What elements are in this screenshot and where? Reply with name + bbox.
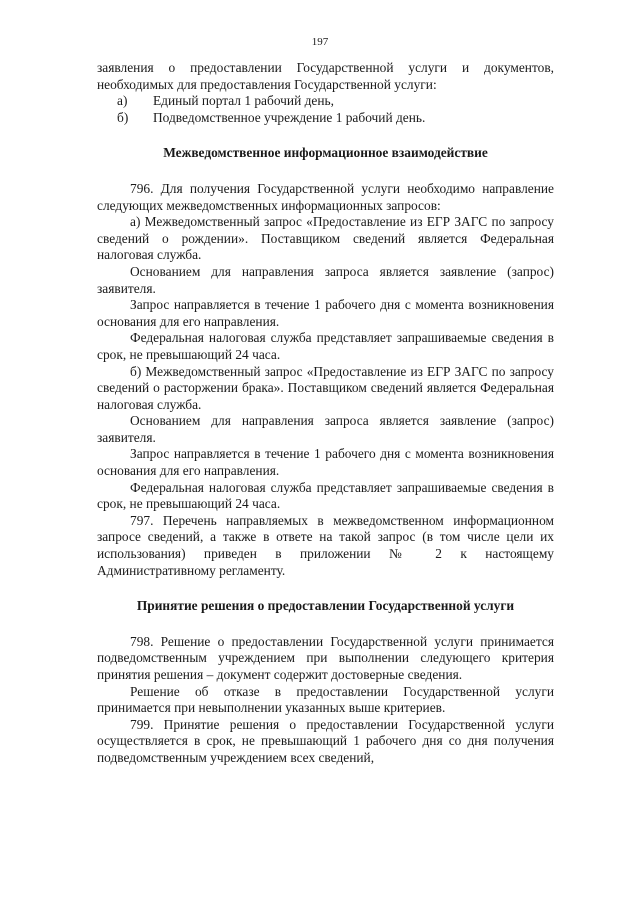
paragraph: б) Межведомственный запрос «Предоставление из ЕГР ЗАГС по запросу сведений о расторжении брака». Поставщиком сведений является Федеральная налоговая служба.: [97, 363, 554, 412]
list-marker: а): [117, 93, 128, 109]
paragraph: 798. Решение о предоставлении Государственной услуги принимается подведомственным учреждением при выполнении следующего критерия принятия решения – документ содержит достоверные сведения.: [97, 633, 554, 682]
page-number: 197: [311, 36, 329, 48]
paragraph: 797. Перечень направляемых в межведомственном информационном запросе сведений, а также в ответе на такой запрос (в том числе цели их использования) приведен в приложении № 2 к настоящему Административному регламенту.: [97, 512, 554, 578]
paragraph: Решение об отказе в предоставлении Государственной услуги принимается при невыполнении указанных выше критериев.: [97, 683, 554, 716]
paragraph: Основанием для направления запроса является заявление (запрос) заявителя.: [97, 263, 554, 296]
list-item-text: Подведомственное учреждение 1 рабочий день.: [153, 109, 426, 125]
paragraph: Основанием для направления запроса является заявление (запрос) заявителя.: [97, 413, 554, 445]
paragraph: а) Межведомственный запрос «Предоставление из ЕГР ЗАГС по запросу сведений о рождении». Поставщиком сведений является Федеральная налоговая служба.: [97, 214, 554, 263]
paragraph: Федеральная налоговая служба представляет запрашиваемые сведения в срок, не превышающий 24 часа.: [97, 330, 554, 362]
list-item-text: Единый портал 1 рабочий день,: [153, 93, 334, 109]
document-body: [97, 60, 554, 767]
paragraph: 796. Для получения Государственной услуги необходимо направление следующих межведомственных информационных запросов:: [97, 180, 554, 213]
list-item: [97, 110, 554, 127]
paragraph: Федеральная налоговая служба представляет запрашиваемые сведения в срок, не превышающий 24 часа.: [97, 479, 554, 512]
paragraph: Запрос направляется в течение 1 рабочего дня с момента возникновения основания для его направления.: [97, 446, 554, 479]
intro-paragraph: заявления о предоставлении Государственной услуги и документов, необходимых для предоставления Государственной услуги:: [97, 60, 554, 92]
section-heading: Принятие решения о предоставлении Государственной услуги: [136, 598, 515, 614]
section-heading: Межведомственное информационное взаимодействие: [163, 145, 488, 161]
list-marker: б): [117, 109, 129, 125]
paragraph: Запрос направляется в течение 1 рабочего дня с момента возникновения основания для его направления.: [97, 297, 554, 329]
list-item: [97, 93, 554, 110]
paragraph: 799. Принятие решения о предоставлении Государственной услуги осуществляется в срок, не превышающий 1 рабочего дня со дня получения подведомственным учреждением всех сведений,: [97, 716, 554, 765]
